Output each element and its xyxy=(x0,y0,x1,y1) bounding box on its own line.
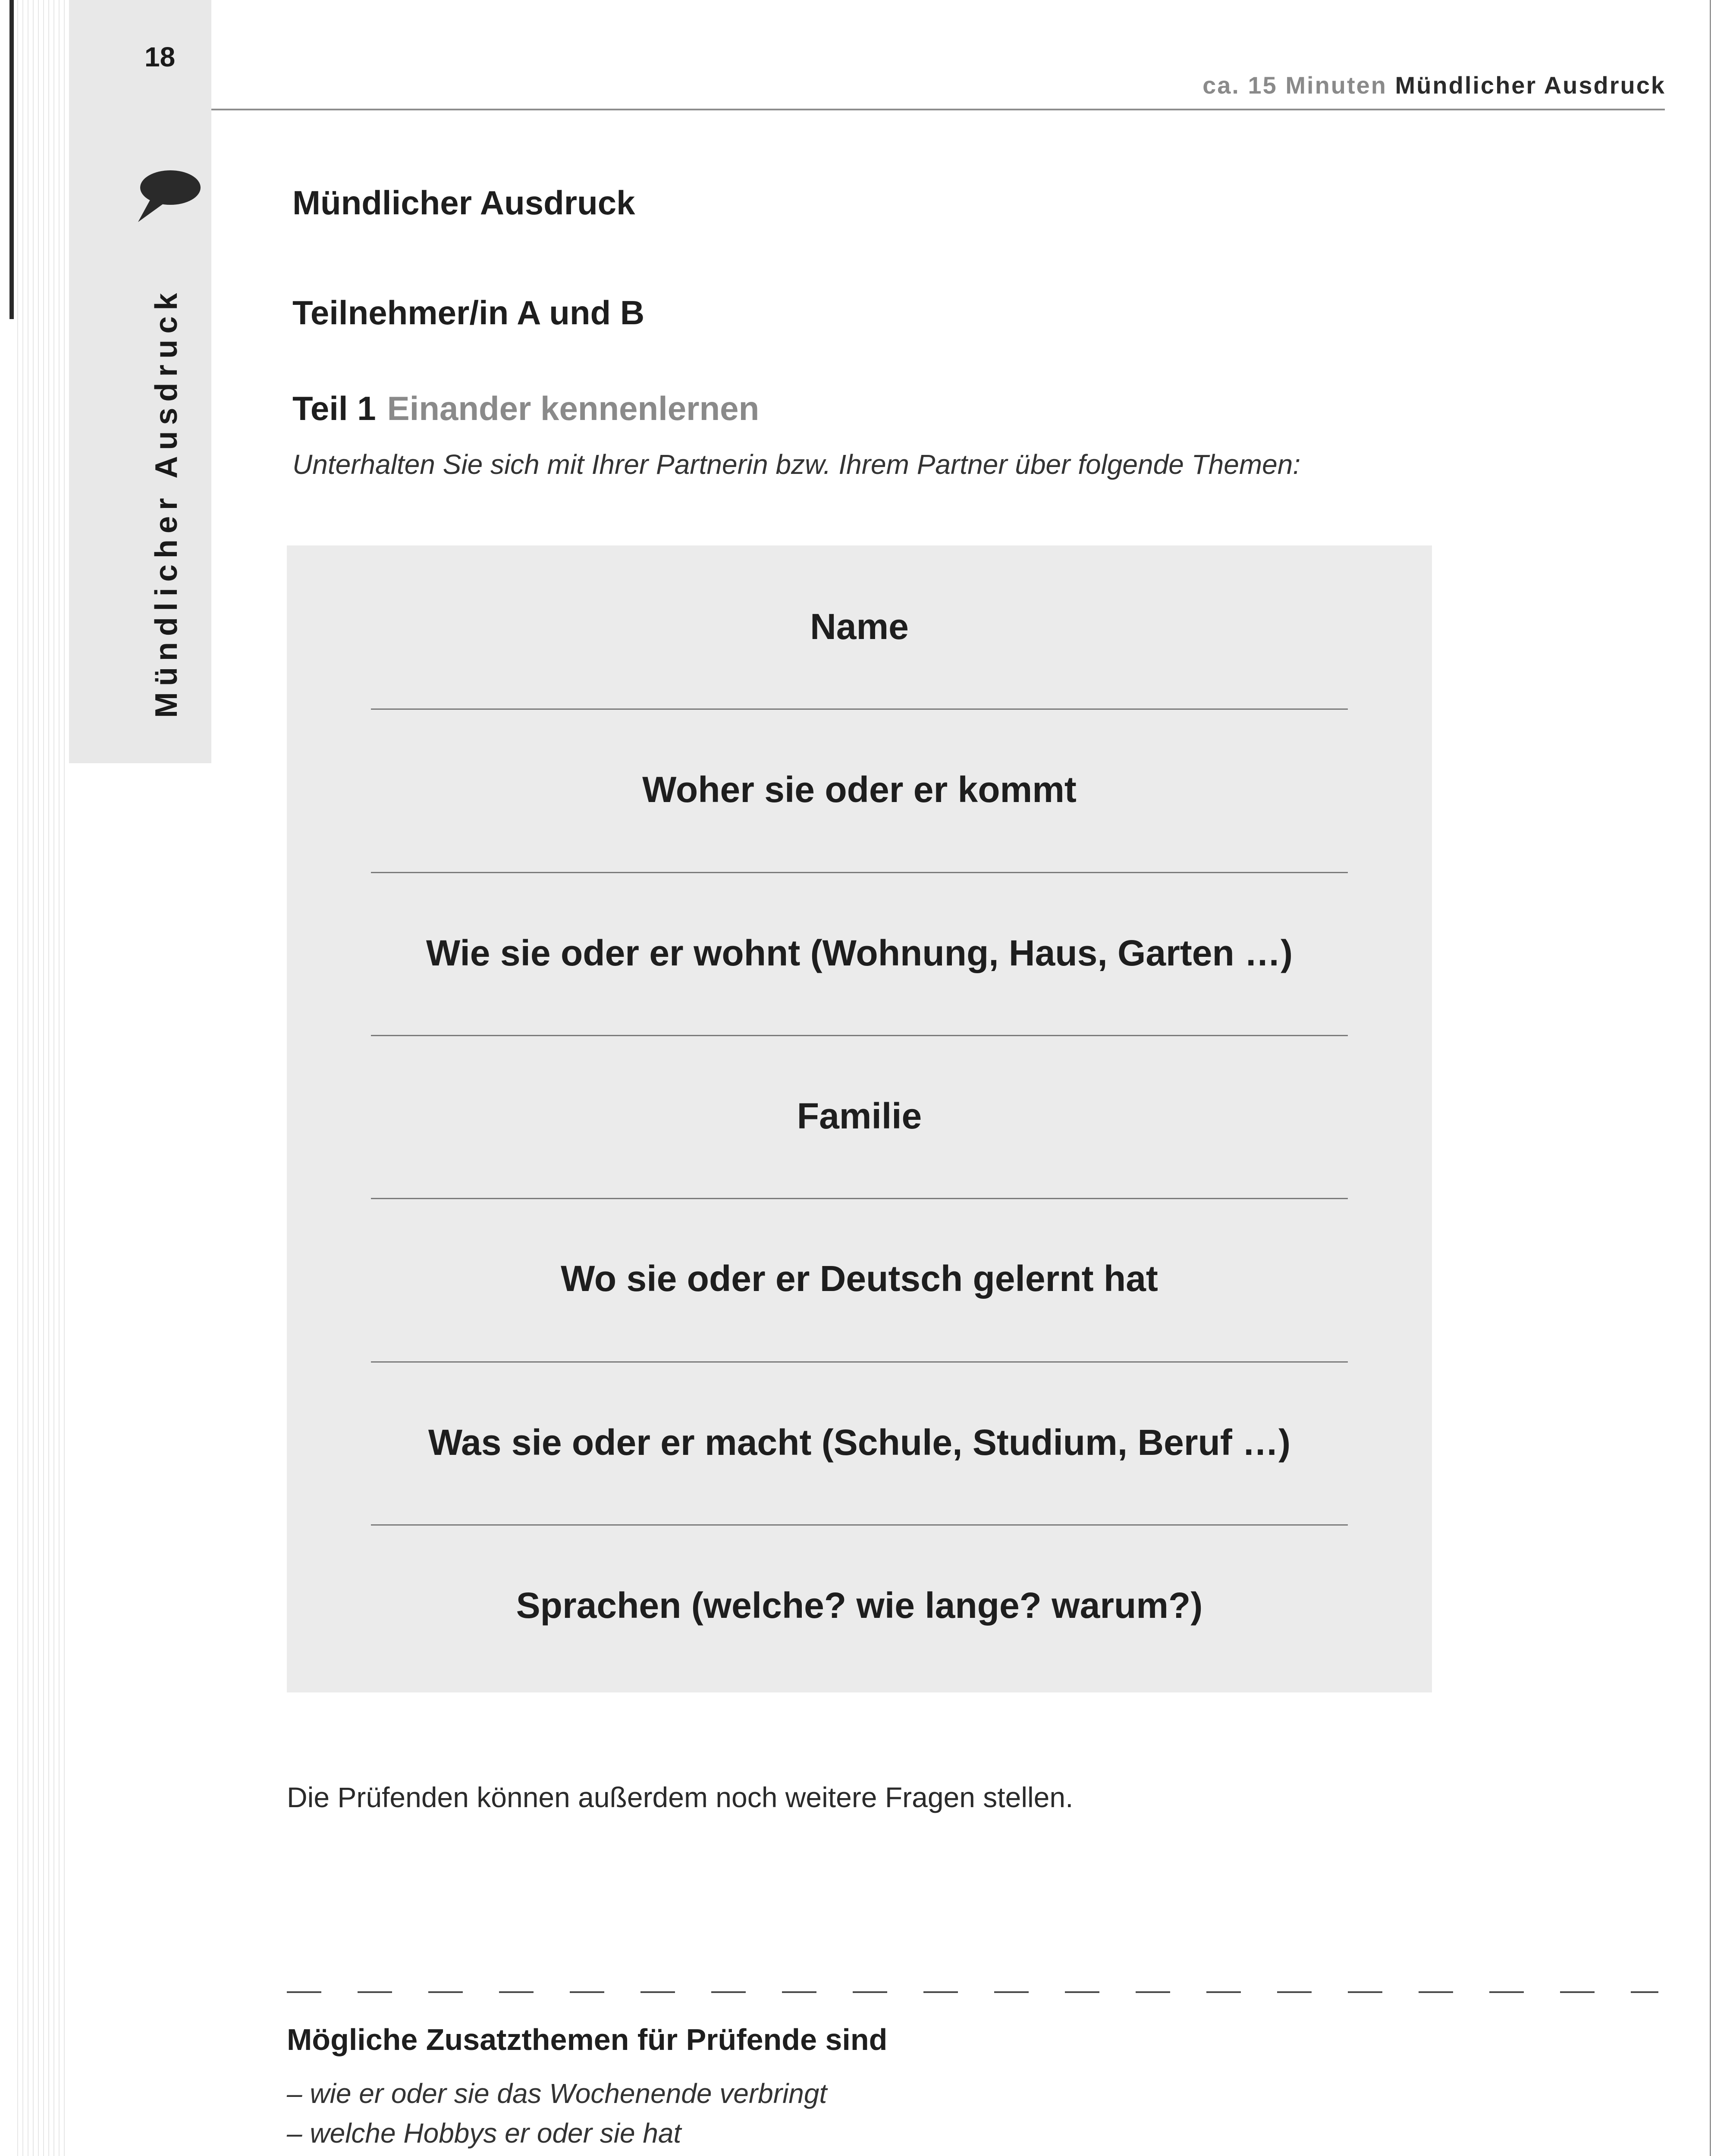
running-head-title: Mündlicher Ausdruck xyxy=(1395,72,1666,99)
topic-item: Wie sie oder er wohnt (Wohnung, Haus, Garten …) xyxy=(426,933,1293,973)
topic-divider xyxy=(371,1035,1348,1036)
instruction-text: Unterhalten Sie sich mit Ihrer Partnerin bzw. Ihrem Partner über folgende Themen: xyxy=(292,449,1301,480)
sidebar-tab xyxy=(69,0,211,763)
sidebar-section-label: Mündlicher Ausdruck xyxy=(149,287,184,718)
topic-item: Woher sie oder er kommt xyxy=(642,769,1077,810)
topic-item: Familie xyxy=(797,1096,922,1136)
speech-bubble-icon xyxy=(132,168,201,224)
running-head-time: ca. 15 Minuten xyxy=(1202,72,1387,99)
topic-divider xyxy=(371,872,1348,873)
additional-questions-note: Die Prüfenden können außerdem noch weitere Fragen stellen. xyxy=(287,1781,1074,1813)
header-divider xyxy=(211,109,1665,110)
page-edge-lines xyxy=(17,0,67,2156)
part-label: Teil 1 xyxy=(292,389,376,427)
topics-box xyxy=(287,545,1432,1692)
running-head xyxy=(1202,71,1666,99)
section-title: Mündlicher Ausdruck xyxy=(292,184,635,222)
topic-item: Was sie oder er macht (Schule, Studium, Beruf …) xyxy=(428,1422,1291,1463)
topic-divider xyxy=(371,708,1348,710)
topic-divider xyxy=(371,1361,1348,1363)
examiner-topics-heading: Mögliche Zusatzthemen für Prüfende sind xyxy=(287,2023,888,2056)
topic-item: Name xyxy=(810,606,909,647)
list-item: – wie er oder sie das Wochenende verbringt xyxy=(287,2078,827,2109)
dashed-divider xyxy=(287,1991,1658,1993)
part-heading xyxy=(292,389,759,428)
page-number: 18 xyxy=(144,41,176,72)
page-edge-bar xyxy=(9,0,14,319)
topic-divider xyxy=(371,1524,1348,1526)
list-item: – welche Hobbys er oder sie hat xyxy=(287,2118,681,2149)
part-title: Einander kennenlernen xyxy=(387,389,760,427)
examiner-topics-list xyxy=(287,2078,827,2156)
topic-item: Wo sie oder er Deutsch gelernt hat xyxy=(561,1258,1158,1299)
topic-item: Sprachen (welche? wie lange? warum?) xyxy=(516,1585,1203,1626)
topic-divider xyxy=(371,1198,1348,1199)
participants-heading: Teilnehmer/in A und B xyxy=(292,294,645,332)
